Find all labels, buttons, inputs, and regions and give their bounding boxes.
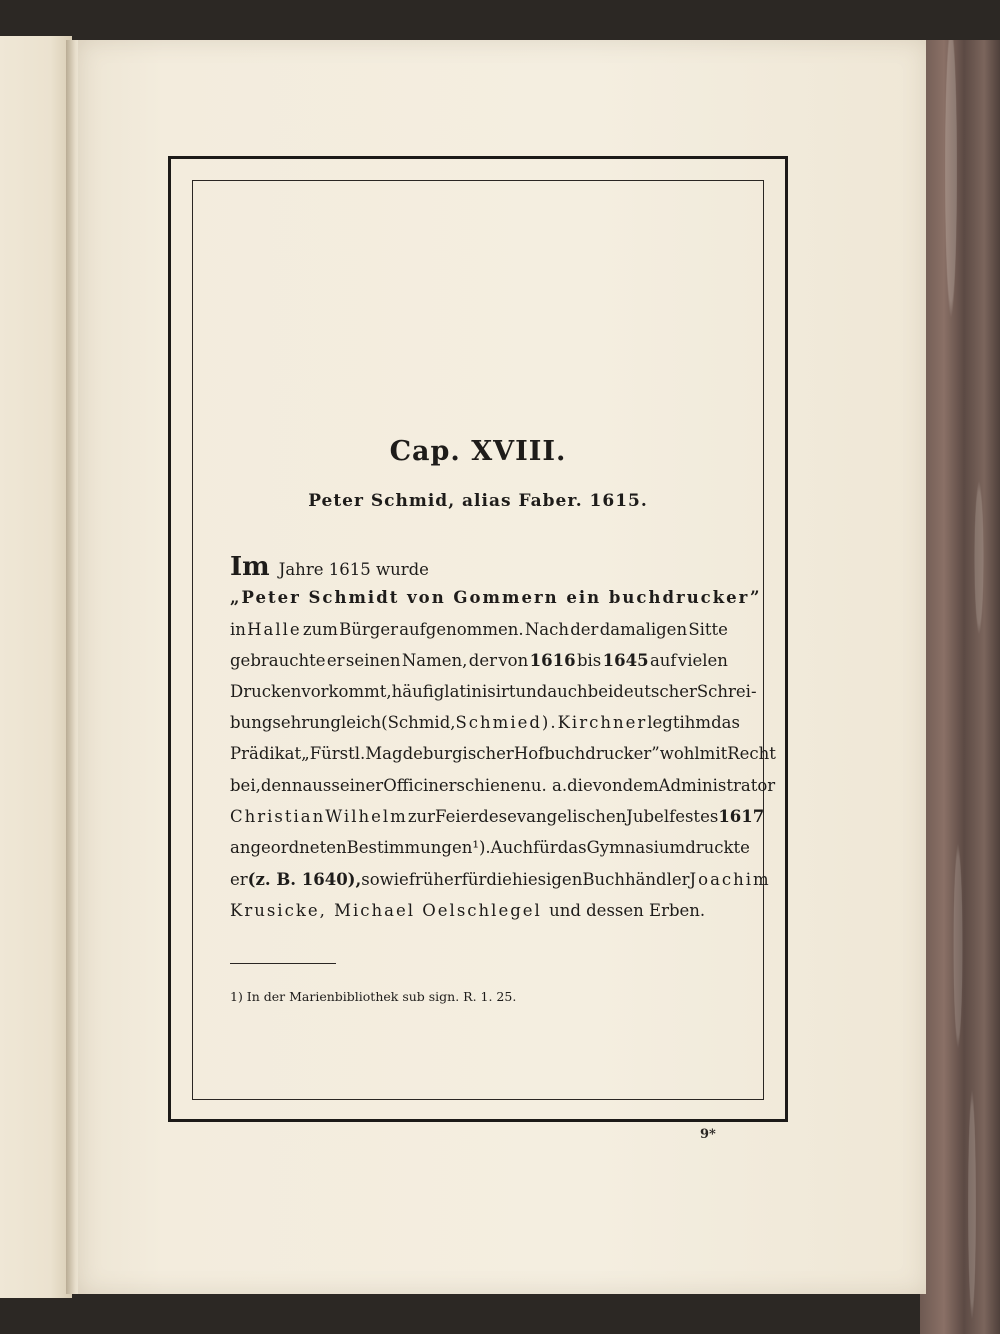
body-word: Magdeburgischer [365,744,514,763]
body-word: Krusicke, [230,901,335,920]
body-word: Michael [334,901,423,920]
body-word: seinen [345,651,401,670]
body-word: Im [230,552,279,582]
body-word: gebrauchte [230,651,326,670]
body-word: dessen [586,901,650,920]
body-word: Joachim [689,870,771,889]
body-word: Kirchner [557,713,648,732]
body-word: Halle [247,620,302,639]
body-word: zum [302,620,338,639]
body-word: und [515,682,548,701]
body-line [230,651,728,671]
body-word: für [533,838,558,857]
body-word: aufgenommen. [399,620,524,639]
body-word: Buchhändler [582,870,690,889]
body-word: Erben. [649,901,706,920]
body-word: früher [408,870,462,889]
body-word: häufig [391,682,445,701]
body-word: Schrei- [696,682,757,701]
body-word: des [478,807,508,826]
body-word: bei [587,682,614,701]
body-word: bung [230,713,273,732]
body-line [230,776,776,796]
body-line [230,713,740,733]
body-word: ¹). [472,838,491,857]
body-word: dem [622,776,659,795]
body-word: Nach [524,620,569,639]
body-word: vorkommt, [301,682,392,701]
body-word: wohl [659,744,700,763]
body-word: wie [379,870,409,889]
body-word: er [230,870,248,889]
body-word: 1617 [718,807,765,826]
body-word: zur [407,807,436,826]
body-word: Hofbuchdrucker” [513,744,660,763]
body-word: Oelschlegel [422,901,550,920]
body-word: Schmied). [455,713,558,732]
body-word: evangelischen [507,807,627,826]
body-word: und [549,901,587,920]
chapter-heading: Cap. XVIII. [389,436,567,467]
body-word: das [711,713,740,732]
body-word: bis [576,651,602,670]
body-word: Namen, [401,651,468,670]
body-word: Recht [727,744,776,763]
body-word: Bürger [339,620,398,639]
footnote-rule [230,963,336,964]
body-word: „Peter Schmidt von Gommern ein buchdrucker” [230,588,762,607]
marbled-cover-edge [930,40,1000,1334]
body-word: 1616 [529,651,576,670]
inner-border-frame [192,180,764,1100]
body-word: vielen [677,651,728,670]
body-word: erschienen [438,776,531,795]
body-word: ungleich [309,713,382,732]
body-line [230,682,757,702]
body-line [230,552,728,582]
body-word: „Fürstl. [301,744,366,763]
body-line [230,838,750,858]
signature-mark: 9* [700,1127,716,1142]
body-word: Bestimmungen [346,838,473,857]
body-word: er [326,651,345,670]
body-word: Wilhelm [325,807,408,826]
body-word: von [498,651,529,670]
body-line [230,588,762,608]
body-word: Jahre 1615 wurde [278,560,429,579]
body-word: bei, [230,776,261,795]
body-word: druckte [685,838,750,857]
body-word: der [570,620,599,639]
body-word: damaligen [599,620,688,639]
body-word: Christian [230,807,326,826]
body-word: hiesigen [511,870,583,889]
body-word: Feier [435,807,479,826]
body-word: die [567,776,593,795]
body-word: von [592,776,623,795]
body-word: aus [302,776,332,795]
body-word: mit [699,744,728,763]
body-word: angeordneten [230,838,347,857]
body-word: Auch [490,838,534,857]
body-word: u. a. [530,776,568,795]
body-word: deutscher [613,682,697,701]
body-word: das [557,838,587,857]
body-word: Prädikat [230,744,302,763]
body-word: (z. B. 1640), [247,870,362,889]
body-word: der [468,651,497,670]
body-word: Administrator [658,776,776,795]
body-word: ihm [679,713,712,732]
body-word: Drucken [230,682,302,701]
footnote: 1) In der Marienbibliothek sub sign. R. 1. 25. [230,989,517,1004]
body-word: latinisirt [444,682,516,701]
body-word: die [486,870,512,889]
body-word: so [361,870,380,889]
body-word: in [230,620,246,639]
body-word: (Schmid, [381,713,456,732]
body-word: sehr [272,713,310,732]
body-word: Jubelfestes [626,807,719,826]
body-word: seiner [331,776,384,795]
body-line [230,901,728,921]
body-line [230,870,771,890]
body-word: legt [647,713,680,732]
body-word: auf [649,651,677,670]
body-line [230,744,776,764]
body-word: denn [260,776,303,795]
chapter-subtitle: Peter Schmid, alias Faber. 1615. [308,491,648,511]
body-word: 1645 [602,651,649,670]
body-word: Sitte [688,620,728,639]
body-line [230,807,765,827]
body-word: Gymnasium [586,838,686,857]
left-page [0,36,72,1298]
body-word: Officin [383,776,439,795]
body-line [230,620,728,640]
body-word: für [461,870,487,889]
body-word: auch [547,682,588,701]
